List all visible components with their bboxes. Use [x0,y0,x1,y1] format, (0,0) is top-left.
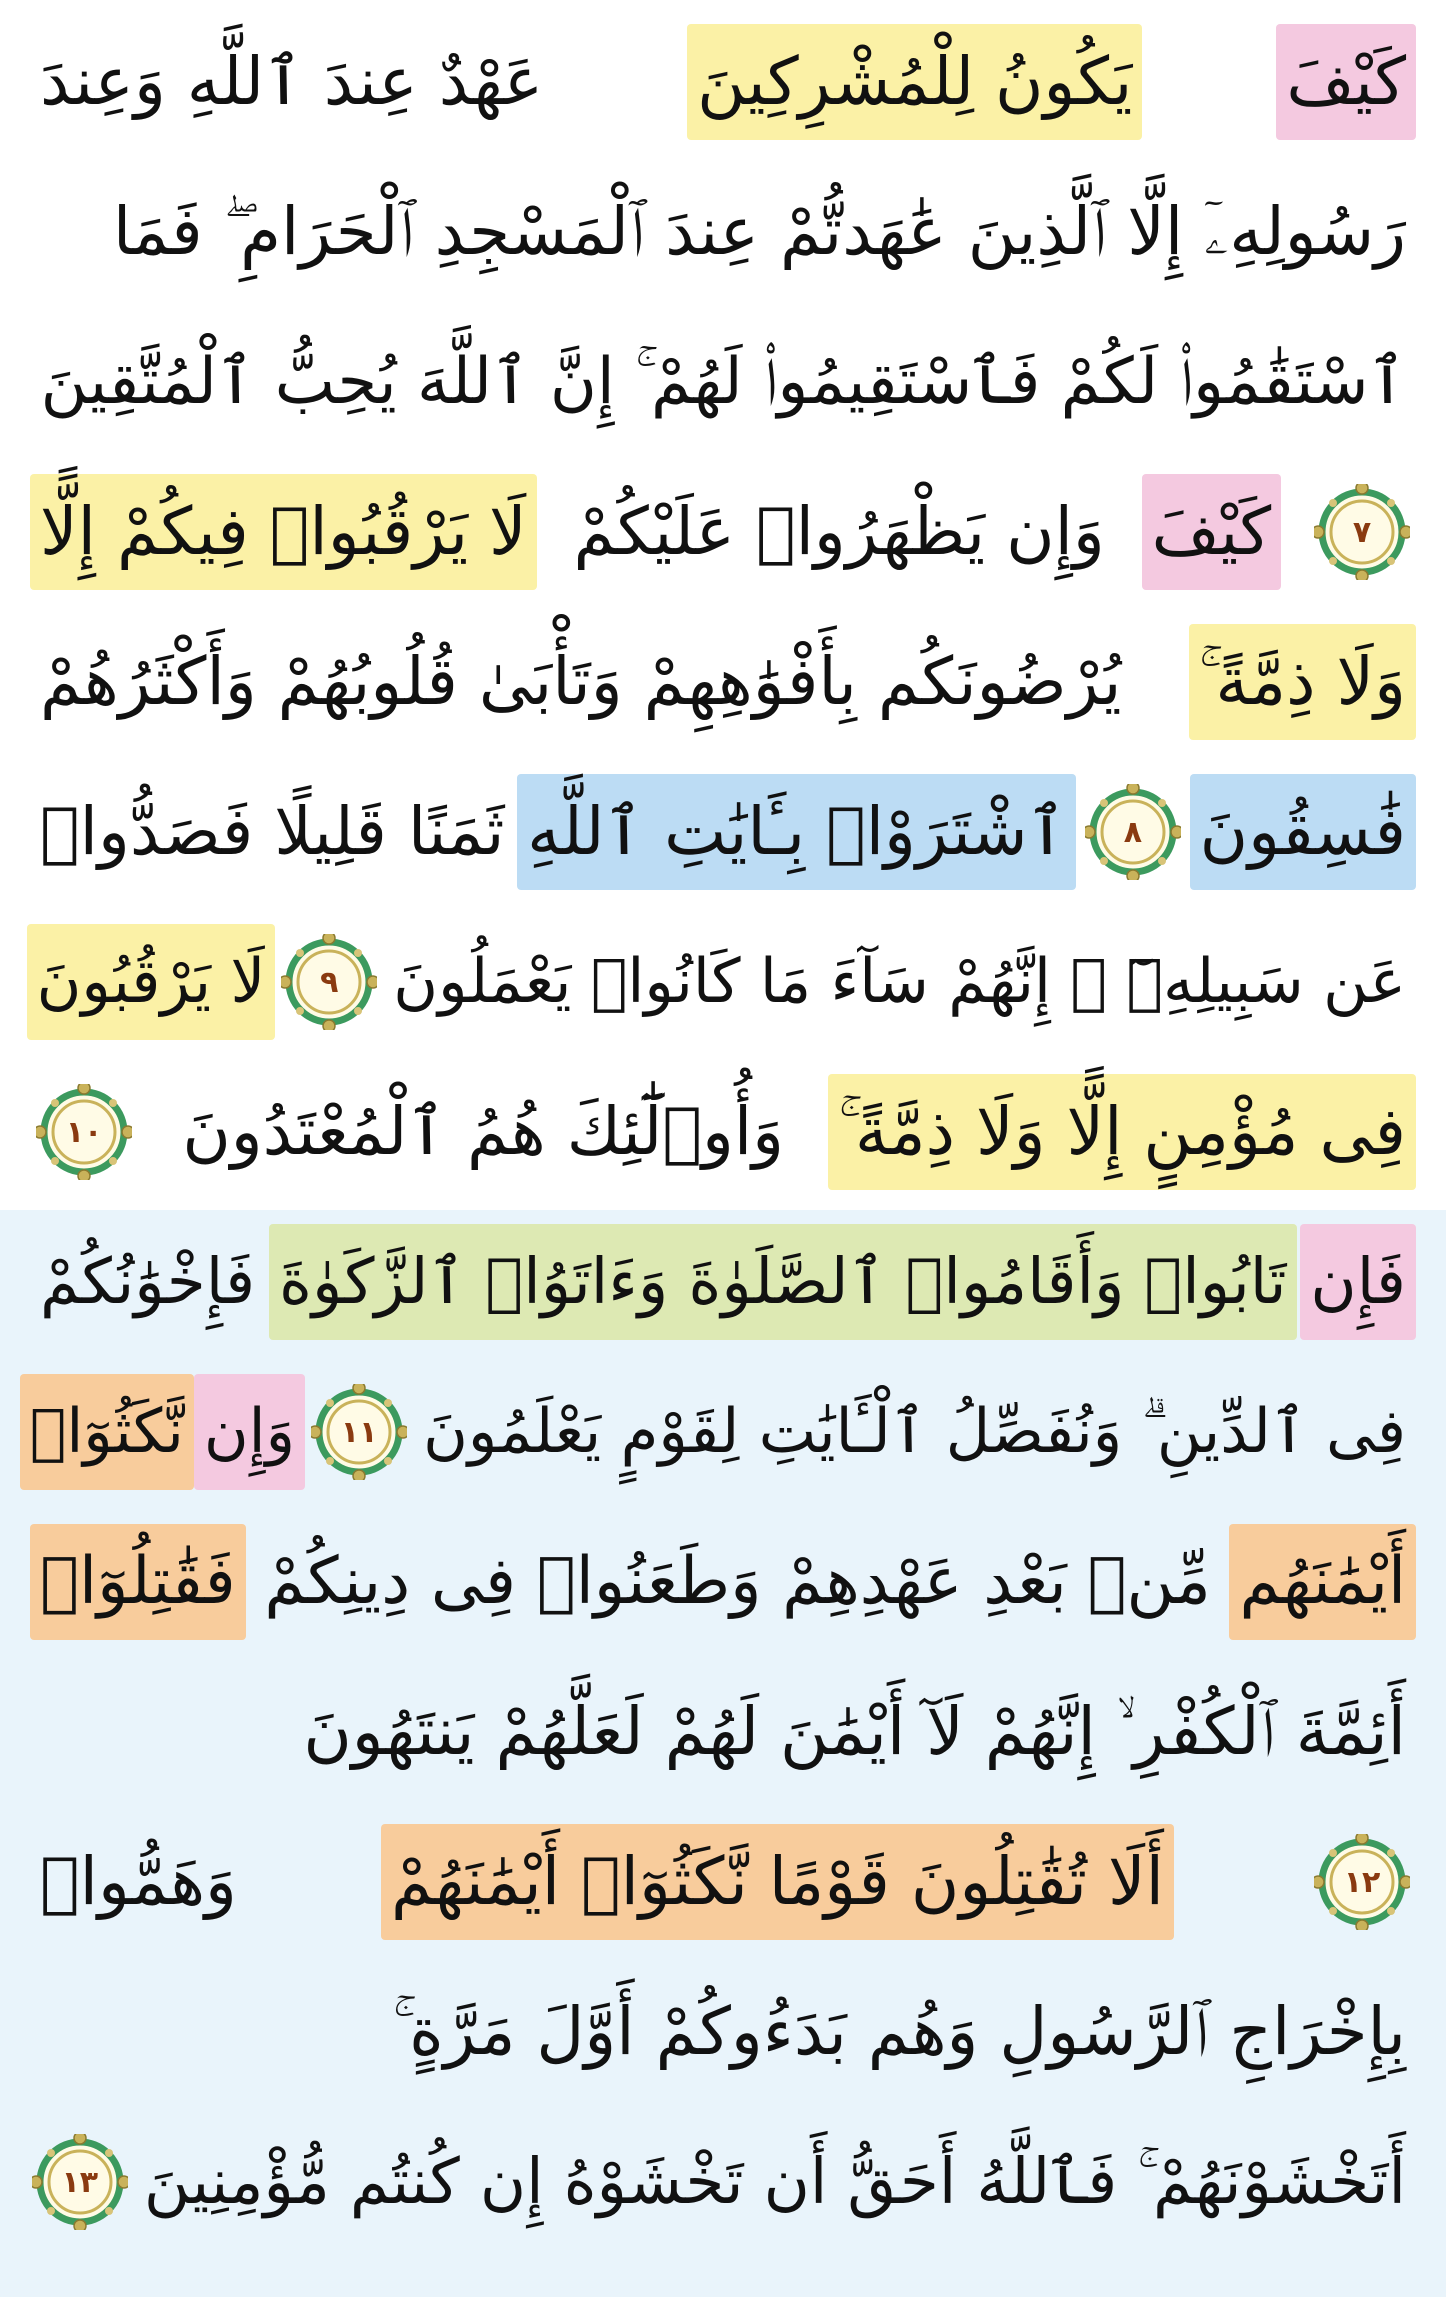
ayah-number: ٧ [1352,514,1372,550]
text-line-2 [30,162,1416,302]
line-content [30,312,1416,452]
ayah-number: ١١ [340,1414,378,1450]
verse-text: مِّنۢ بَعْدِ عَهْدِهِمْ وَطَعَنُوا۟ فِى دِينِكُمْ [264,1544,1211,1619]
text-line-6 [30,762,1416,902]
ayah-end-medallion-icon [311,1384,407,1480]
highlighted-phrase-orange: فَقَٰتِلُوٓا۟ [30,1524,246,1640]
verse-text: أَئِمَّةَ ٱلْكُفْرِ ۙ إِنَّهُمْ لَآ أَيْمَٰنَ لَهُمْ لَعَلَّهُمْ يَنتَهُونَ [303,1693,1406,1770]
ayah-number: ١٠ [65,1114,103,1150]
text-line-10 [30,1362,1416,1502]
verse-text: بِإِخْرَاجِ ٱلرَّسُولِ وَهُم بَدَءُوكُمْ أَوَّلَ مَرَّةٍ ۚ [392,1993,1406,2070]
text-line-13 [30,1812,1416,1952]
highlighted-phrase-yellow: لَا يَرْقُبُوا۟ فِيكُمْ إِلًّا [30,474,537,590]
line-content [30,2112,1416,2252]
text-line-4 [30,462,1416,602]
ayah-number: ١٣ [61,2164,99,2200]
ayah-number: ١٢ [1343,1864,1381,1900]
verse-text: ٱسْتَقَٰمُوا۟ لَكُمْ فَٱسْتَقِيمُوا۟ لَهُمْ ۚ إِنَّ ٱللَّهَ يُحِبُّ ٱلْمُتَّقِينَ [40,345,1406,419]
ayah-end-medallion-icon [36,1084,132,1180]
highlighted-phrase-yellow: يَكُونُ لِلْمُشْرِكِينَ [687,24,1142,140]
highlighted-phrase-blue: ٱشْتَرَوْا۟ بِـَٔايَٰتِ ٱللَّهِ [517,774,1076,890]
line-content [30,12,1416,152]
line-content [30,1362,1416,1502]
highlighted-phrase-orange: أَيْمَٰنَهُم [1229,1524,1416,1640]
text-line-8 [30,1062,1416,1202]
highlighted-phrase-orange: أَلَا تُقَٰتِلُونَ قَوْمًا نَّكَثُوٓا۟ أَيْمَٰنَهُمْ [381,1824,1174,1940]
highlighted-phrase-orange: نَّكَثُوٓا۟ [20,1374,194,1490]
highlighted-phrase-yellow: فِى مُؤْمِنٍ إِلًّا وَلَا ذِمَّةً ۚ [828,1074,1416,1190]
verse-text: وَهَمُّوا۟ [40,1843,237,1920]
verse-text: وَأُو۟لَٰٓئِكَ هُمُ ٱلْمُعْتَدُونَ [182,1093,785,1170]
ayah-number: ٩ [320,964,339,1000]
line-content [30,162,1416,302]
highlighted-phrase-pink: كَيْفَ [1276,24,1416,140]
ayah-number: ٨ [1123,814,1143,850]
text-line-11 [30,1512,1416,1652]
line-content [30,1062,1416,1202]
verse-text: يُرْضُونَكُم بِأَفْوَٰهِهِمْ وَتَأْبَىٰ قُلُوبُهُمْ وَأَكْثَرُهُمْ [40,643,1122,720]
line-content [30,1212,1416,1352]
verse-text: عَهْدٌ عِندَ ٱللَّهِ وَعِندَ [40,43,544,120]
line-content [30,1662,1416,1802]
verse-text: وَإِن يَظْهَرُوا۟ عَلَيْكُمْ [573,493,1105,570]
line-content [30,462,1416,602]
line-content [30,912,1416,1052]
verse-text: عَن سَبِيلِهِۦٓ ۚ إِنَّهُمْ سَآءَ مَا كَانُوا۟ يَعْمَلُونَ [393,946,1406,1017]
highlighted-phrase-yellow: وَلَا ذِمَّةً ۚ [1189,624,1416,740]
line-content [30,1812,1416,1952]
ayah-end-medallion-icon [1085,784,1181,880]
text-line-3 [30,312,1416,452]
line-content [30,1512,1416,1652]
line-content [30,762,1416,902]
line-content [30,1962,1416,2102]
text-line-14 [30,1962,1416,2102]
text-line-15 [30,2112,1416,2252]
text-line-7 [30,912,1416,1052]
text-line-12 [30,1662,1416,1802]
highlighted-phrase-blue: فَٰسِقُونَ [1190,774,1416,890]
highlighted-phrase-yellow: لَا يَرْقُبُونَ [27,924,276,1040]
verse-text: فِى ٱلدِّينِ ۗ وَنُفَصِّلُ ٱلْـَٔايَٰتِ لِقَوْمٍ يَعْلَمُونَ [423,1396,1406,1467]
ayah-end-medallion-icon [1314,1834,1410,1930]
highlighted-phrase-pink: كَيْفَ [1142,474,1282,590]
text-line-9 [30,1212,1416,1352]
verse-text: رَسُولِهِۦٓ إِلَّا ٱلَّذِينَ عَٰهَدتُّمْ عِندَ ٱلْمَسْجِدِ ٱلْحَرَامِ ۖ فَمَا [112,193,1406,270]
verse-text: أَتَخْشَوْنَهُمْ ۚ فَٱللَّهُ أَحَقُّ أَن تَخْشَوْهُ إِن كُنتُم مُّؤْمِنِينَ [143,2145,1406,2218]
line-content [30,612,1416,752]
ayah-end-medallion-icon [1314,484,1410,580]
verse-text: فَإِخْوَٰنُكُمْ [40,1245,256,1318]
highlighted-phrase-pink: فَإِن [1300,1224,1416,1340]
text-line-5 [30,612,1416,752]
verse-text: ثَمَنًا قَلِيلًا فَصَدُّوا۟ [40,793,505,870]
ayah-end-medallion-icon [32,2134,128,2230]
highlighted-phrase-pink: وَإِن [194,1374,305,1490]
ayah-end-medallion-icon [281,934,377,1030]
text-line-1 [30,12,1416,152]
highlighted-phrase-green: تَابُوا۟ وَأَقَامُوا۟ ٱلصَّلَوٰةَ وَءَاتَوُا۟ ٱلزَّكَوٰةَ [269,1224,1297,1340]
